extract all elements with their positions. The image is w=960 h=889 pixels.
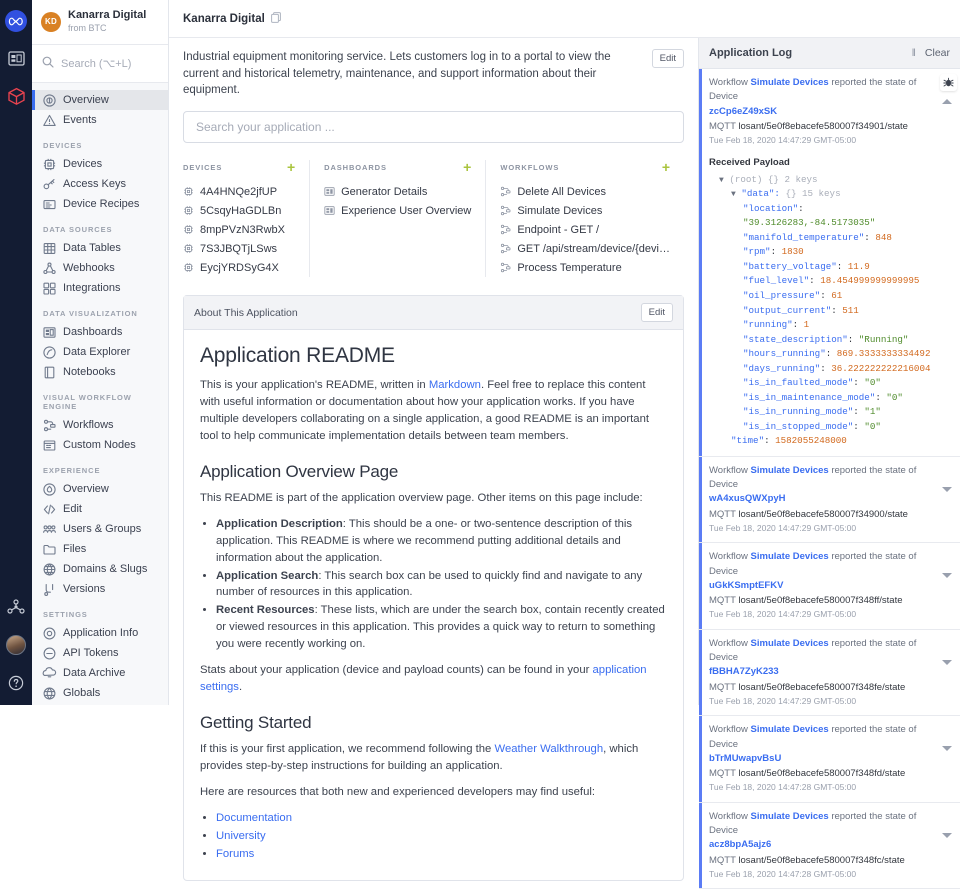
device-icon (183, 224, 194, 235)
log-entry-summary: Workflow Simulate Devices reported the state of Device (709, 77, 917, 103)
resource-column-header (183, 160, 295, 182)
edit-readme-button[interactable]: Edit (641, 303, 673, 322)
bug-icon[interactable] (940, 74, 957, 91)
readme-paragraph-2: This README is part of the application overview page. Other items on this page include: (200, 491, 643, 504)
list-item[interactable] (183, 201, 295, 220)
application-search-placeholder: Search your application ... (196, 120, 335, 135)
user-avatar[interactable] (6, 635, 26, 655)
json-field-row: "hours_running": 869.3333333334492 (743, 348, 931, 360)
list-item-label: Generator Details (341, 185, 428, 198)
json-field-row: "manifold_temperature": 848 (743, 231, 892, 243)
log-entry-summary: Workflow Simulate Devices reported the state of Device (709, 724, 917, 750)
readme-card-header (184, 296, 683, 330)
content-row (169, 38, 960, 879)
sidebar-item-label: Domains & Slugs (63, 563, 148, 576)
device-icon (183, 205, 194, 216)
readme-bullet (216, 516, 667, 567)
log-workflow-link[interactable]: Simulate Devices (750, 464, 829, 476)
payload-title: Received Payload (709, 156, 790, 168)
page-title: Kanarra Digital (183, 12, 265, 25)
help-icon[interactable] (4, 671, 28, 695)
add-devices-button[interactable]: + (286, 159, 296, 176)
log-entry-summary: Workflow Simulate Devices reported the state of Device (709, 810, 917, 837)
readme-bullet-term: Recent Resources (216, 604, 315, 617)
readme-link-forums[interactable]: Forums (216, 847, 255, 860)
search-icon (42, 56, 54, 71)
markdown-link[interactable]: Markdown (428, 379, 481, 392)
sidebar-item-label: Overview (63, 94, 109, 107)
sidebar-section-visual-workflow-engine: VISUAL WORKFLOW ENGINE (43, 393, 132, 412)
resource-column-title: DEVICES (183, 162, 223, 172)
json-field-row: "fuel_level": 18.454999999999995 (743, 275, 920, 287)
readme-paragraph-3 (200, 662, 667, 696)
list-item-label: 8mpPVzN3RwbX (200, 223, 285, 236)
list-item[interactable] (500, 258, 670, 277)
sidebar-item-globals[interactable] (32, 683, 168, 703)
sidebar-item-label: Custom Nodes (63, 439, 136, 452)
archive-icon (43, 667, 56, 680)
log-entry[interactable] (699, 69, 960, 457)
device-icon (183, 186, 194, 197)
readme-p1-a: This is your application's README, written in (200, 379, 429, 392)
sidebar-item-label: Edit (63, 503, 82, 516)
pause-icon[interactable]: ‖ (911, 47, 915, 59)
json-field-row: "oil_pressure": 61 (743, 289, 843, 301)
sidebar-item-label: Overview (63, 483, 109, 496)
application-log-header (699, 38, 960, 69)
sidebar-item-label: Access Keys (63, 178, 126, 191)
sidebar-search-label: Search (⌥+L) (61, 58, 132, 71)
organization-header[interactable] (32, 0, 168, 45)
log-device-link[interactable]: wA4xusQWXpyH (709, 493, 786, 505)
sidebar-section-settings: SETTINGS (43, 610, 88, 620)
json-field-row: "rpm": 1830 (743, 246, 804, 258)
log-topic: MQTT losant/5e0f8ebacefe580007f34901/state (709, 120, 908, 132)
sidebar-item-label: Dashboards (63, 326, 123, 339)
info-gear-icon (43, 627, 56, 640)
losant-logo-icon[interactable] (5, 10, 27, 32)
log-topic: MQTT losant/5e0f8ebacefe580007f34900/state (709, 508, 908, 520)
log-device-link[interactable]: uGkKSmptEFKV (709, 579, 784, 591)
sidebar-item-workflows[interactable] (32, 415, 168, 435)
list-item-label: Experience User Overview (341, 204, 472, 217)
dashboards-rail-icon[interactable] (4, 46, 28, 70)
readme-bullet-list (216, 516, 667, 654)
workflow-icon (500, 186, 511, 197)
application-log-list (699, 69, 960, 889)
resource-column-workflows (485, 160, 684, 277)
log-entry-summary: Workflow Simulate Devices reported the state of Device (709, 551, 917, 577)
list-item-label: Process Temperature (517, 261, 622, 274)
sidebar-item-label: Integrations (63, 282, 121, 295)
json-field-row: "running": 1 (743, 319, 810, 331)
sidebar-item-label: Data Archive (63, 667, 126, 680)
json-field-row: "is_in_running_mode": "1" (743, 406, 881, 418)
table-icon (43, 242, 56, 255)
sidebar-item-data-archive[interactable] (32, 663, 168, 683)
log-topic: MQTT losant/5e0f8ebacefe580007f348fe/state (709, 681, 906, 693)
log-workflow-link[interactable]: Simulate Devices (750, 551, 829, 563)
workflow-icon (500, 262, 511, 273)
list-item-label: Delete All Devices (517, 185, 606, 198)
chevron-up-icon[interactable] (942, 99, 952, 104)
list-item-label: 4A4HNQe2jfUP (200, 185, 278, 198)
folder-icon (43, 543, 56, 556)
organization-avatar: KD (41, 12, 61, 32)
sidebar-item-label: Notebooks (63, 366, 116, 379)
list-item[interactable] (183, 182, 295, 201)
overview-icon (43, 94, 56, 107)
json-root-row[interactable]: ▼ (root) {} 2 keys (719, 173, 818, 185)
log-device-link[interactable]: fBBHA7ZyK233 (709, 666, 779, 678)
resource-column-title: WORKFLOWS (500, 162, 560, 172)
dashboard-icon (324, 186, 335, 197)
code-icon (43, 503, 56, 516)
log-topic: MQTT losant/5e0f8ebacefe580007f348fd/state (709, 768, 906, 780)
sidebar-item-access-keys[interactable] (32, 174, 168, 194)
sidebar-item-label: Workflows (63, 419, 114, 432)
chevron-down-icon[interactable] (942, 660, 952, 665)
list-item-label: 7S3JBQTjLSws (200, 242, 278, 255)
sidebar-item-dashboards[interactable] (32, 322, 168, 342)
log-entry[interactable] (699, 630, 960, 717)
rail-top-group (4, 0, 28, 108)
add-dashboards-button[interactable]: + (463, 159, 472, 176)
organization-name: Kanarra Digital (68, 9, 147, 21)
sidebar-section-devices: DEVICES (43, 141, 83, 151)
device-icon (183, 262, 194, 273)
sidebar-item-data-tables[interactable] (32, 238, 168, 258)
sidebar-section-data-sources: DATA SOURCES (43, 225, 113, 235)
overview-column (169, 38, 698, 860)
resource-column-header (324, 160, 471, 182)
log-entry[interactable] (699, 457, 960, 544)
list-item[interactable] (324, 182, 471, 201)
log-workflow-link[interactable]: Simulate Devices (750, 810, 829, 822)
log-workflow-link[interactable]: Simulate Devices (750, 637, 829, 649)
readme-card-title: About This Application (194, 306, 298, 319)
clear-log-button[interactable]: Clear (924, 47, 950, 59)
log-topic: MQTT losant/5e0f8ebacefe580007f348ff/state (709, 595, 903, 607)
application-search-input[interactable] (183, 111, 684, 143)
sidebar-item-api-tokens[interactable] (32, 643, 168, 663)
application-log-title: Application Log (709, 47, 793, 59)
readme-heading-getting-started: Getting Started (200, 713, 312, 733)
readme-paragraph-5: Here are resources that both new and experienced developers may find useful: (200, 785, 595, 798)
readme-card (183, 295, 684, 881)
list-item-label: 5CsqyHaGDLBn (200, 204, 282, 217)
list-item-label: Simulate Devices (517, 204, 603, 217)
log-timestamp: Tue Feb 18, 2020 14:47:29 GMT-05:00 (709, 695, 857, 706)
readme-bullet-text: : These lists, which are under the search box, contain recently created or viewed resources in this application. This provides a quick way to return to something you were recently working on. (216, 604, 665, 651)
dashboard-icon (324, 205, 335, 216)
log-device-link[interactable]: acz8bpA5ajz6 (709, 839, 772, 851)
users-icon (43, 523, 56, 536)
add-workflows-button[interactable]: + (661, 159, 670, 176)
copy-icon[interactable] (271, 12, 281, 26)
applications-rail-icon[interactable] (4, 84, 28, 108)
readme-bullet-text: : This search box can be used to quickly find and navigate to any number of resources in this application. (216, 569, 643, 599)
sidebar (32, 0, 169, 705)
sidebar-item-users-groups[interactable] (32, 519, 168, 539)
device-icon (183, 243, 194, 254)
log-device-link[interactable]: bTrMUwapvBsU (709, 752, 782, 764)
rail-bottom-group (4, 595, 28, 705)
application-log-panel (698, 38, 960, 879)
sidebar-item-notebooks[interactable] (32, 362, 168, 382)
sidebar-item-label: Users & Groups (63, 523, 142, 536)
chevron-down-icon[interactable] (942, 746, 952, 751)
sidebar-section-experience: EXPERIENCE (43, 466, 101, 476)
sidebar-item-label: Webhooks (63, 262, 115, 275)
list-item[interactable] (183, 239, 295, 258)
sidebar-search-input[interactable] (32, 45, 168, 83)
log-entry[interactable] (699, 716, 960, 803)
json-field-row: "battery_voltage": 11.9 (743, 260, 870, 272)
sidebar-nav (32, 83, 168, 709)
globe-icon (43, 563, 56, 576)
json-field-row: "is_in_faulted_mode": "0" (743, 377, 881, 389)
list-item[interactable] (500, 239, 670, 258)
workflow-icon (500, 205, 511, 216)
list-item-label: Endpoint - GET / (517, 223, 600, 236)
sidebar-item-integrations[interactable] (32, 278, 168, 298)
log-timestamp: Tue Feb 18, 2020 14:47:28 GMT-05:00 (709, 868, 857, 879)
sidebar-item-label: Files (63, 543, 87, 556)
workflows-rail-icon[interactable] (4, 595, 28, 619)
custom-node-icon (43, 439, 56, 452)
readme-heading-1: Application README (200, 344, 395, 368)
weather-walkthrough-link[interactable]: Weather Walkthrough (494, 743, 604, 756)
key-icon (43, 178, 56, 191)
log-entry-summary: Workflow Simulate Devices reported the state of Device (709, 464, 917, 491)
recent-resources (183, 160, 684, 277)
log-workflow-link[interactable]: Simulate Devices (750, 724, 829, 736)
list-item[interactable] (500, 220, 670, 239)
list-item[interactable] (500, 201, 670, 220)
log-timestamp: Tue Feb 18, 2020 14:47:28 GMT-05:00 (709, 782, 857, 793)
global-nav-rail (0, 0, 32, 705)
sidebar-item-files[interactable] (32, 539, 168, 559)
log-workflow-link[interactable]: Simulate Devices (750, 77, 829, 88)
resource-column-header (500, 160, 670, 182)
sidebar-item-custom-nodes[interactable] (32, 435, 168, 455)
readme-body (184, 330, 683, 880)
sidebar-item-label: Data Explorer (63, 346, 131, 359)
readme-p4-b: , which provides step-by-step instructions for building an application. (200, 743, 639, 773)
readme-heading-overview: Application Overview Page (200, 461, 399, 481)
sidebar-item-domains-slugs[interactable] (32, 559, 168, 579)
sidebar-item-overview[interactable] (32, 90, 168, 110)
readme-p3-b: . (238, 681, 243, 694)
sidebar-item-label: API Tokens (63, 647, 119, 660)
sidebar-item-webhooks[interactable] (32, 258, 168, 278)
list-item[interactable] (500, 182, 670, 201)
resource-column-devices (183, 160, 309, 277)
sidebar-item-device-recipes[interactable] (32, 194, 168, 214)
readme-resource-links (216, 810, 667, 863)
recipe-icon (43, 198, 56, 211)
readme-bullet-text: : This should be a one- or two-sentence description of this application. This README is where we recommend putting additional details and information about the application. (216, 517, 633, 564)
list-item-label: GET /api/stream/device/{devi… (517, 242, 670, 255)
application-settings-link[interactable]: application settings (200, 664, 647, 694)
json-field-row: "output_current": 511 (743, 304, 859, 316)
main-area (169, 0, 960, 879)
chevron-down-icon[interactable] (942, 833, 952, 838)
sidebar-item-versions[interactable] (32, 579, 168, 599)
organization-subtitle: from BTC (68, 22, 107, 33)
json-data-row[interactable]: ▼ "data": {} 15 keys (731, 188, 841, 200)
log-topic: MQTT losant/5e0f8ebacefe580007f348fc/state (709, 854, 905, 866)
sidebar-item-label: Versions (63, 583, 106, 596)
readme-link-item (216, 846, 667, 863)
dashboard-icon (43, 326, 56, 339)
readme-link-university[interactable]: University (216, 829, 266, 842)
application-description: Industrial equipment monitoring service. Lets customers log in to a portal to view the current and historical telemetry, maintenance, and support information about their equipment. (183, 51, 611, 97)
json-field-row: "location": "39.3126283,-84.5173035" (743, 202, 876, 229)
sidebar-item-application-info[interactable] (32, 623, 168, 643)
sidebar-item-data-explorer[interactable] (32, 342, 168, 362)
sidebar-item-events[interactable] (32, 110, 168, 130)
list-item[interactable] (324, 201, 471, 220)
log-entry[interactable] (699, 803, 960, 889)
token-icon (43, 647, 56, 660)
sidebar-item-edit[interactable] (32, 499, 168, 519)
list-item[interactable] (183, 220, 295, 239)
readme-bullet (216, 602, 667, 653)
sidebar-item-label: Devices (63, 158, 103, 171)
chevron-down-icon[interactable] (942, 573, 952, 578)
json-field-row: "is_in_maintenance_mode": "0" (743, 391, 903, 403)
explorer-icon (43, 346, 56, 359)
webhook-icon (43, 262, 56, 275)
log-device-link[interactable]: zcCp6eZ49xSK (709, 105, 778, 117)
readme-link-item (216, 810, 667, 827)
json-field-row: "state_description": "Running" (743, 333, 909, 345)
sidebar-item-overview[interactable] (32, 479, 168, 499)
json-time-row: "time": 1582055248000 (731, 435, 847, 447)
list-item[interactable] (183, 258, 295, 277)
readme-bullet (216, 568, 667, 602)
breadcrumb-bar (169, 0, 960, 38)
notebook-icon (43, 366, 56, 379)
globals-icon (43, 687, 56, 700)
readme-link-documentation[interactable]: Documentation (216, 811, 292, 824)
readme-paragraph-1 (200, 377, 667, 445)
experience-overview-icon (43, 483, 56, 496)
log-timestamp: Tue Feb 18, 2020 14:47:29 GMT-05:00 (709, 522, 857, 533)
readme-p1-b: . Feel free to replace this content with useful information or documentation about how your application works. If you have multiple developers collaborating on a single application, a good README is an important tool to help communicate implementation details between team members. (200, 379, 649, 442)
sidebar-item-label: Globals (63, 687, 101, 700)
readme-link-item (216, 828, 667, 845)
payload-json (709, 173, 936, 449)
events-icon (43, 114, 56, 127)
sidebar-item-devices[interactable] (32, 154, 168, 174)
branch-icon (43, 583, 56, 596)
log-timestamp: Tue Feb 18, 2020 14:47:29 GMT-05:00 (709, 134, 857, 145)
integrations-icon (43, 282, 56, 295)
readme-p4-a: If this is your first application, we recommend following the (200, 743, 495, 756)
sidebar-item-label: Application Info (63, 627, 139, 640)
readme-bullet-term: Application Description (216, 517, 343, 530)
resource-column-dashboards (309, 160, 485, 277)
sidebar-section-data-visualization: DATA VISUALIZATION (43, 309, 138, 319)
application-description-row (183, 49, 684, 99)
sidebar-item-label: Events (63, 114, 97, 127)
readme-bullet-term: Application Search (216, 569, 319, 582)
log-entry[interactable] (699, 543, 960, 630)
sidebar-item-label: Device Recipes (63, 198, 140, 211)
edit-description-button[interactable]: Edit (652, 49, 684, 68)
log-entry-summary: Workflow Simulate Devices reported the state of Device (709, 637, 917, 664)
chevron-down-icon[interactable] (942, 487, 952, 492)
resource-column-title: DASHBOARDS (324, 162, 387, 172)
readme-p3-a: Stats about your application (device and payload counts) can be found in your (200, 664, 593, 677)
readme-paragraph-4 (200, 741, 667, 775)
sidebar-item-label: Data Tables (63, 242, 121, 255)
workflow-icon (43, 419, 56, 432)
device-icon (43, 158, 56, 171)
list-item-label: EycjYRDSyG4X (200, 261, 279, 274)
log-timestamp: Tue Feb 18, 2020 14:47:29 GMT-05:00 (709, 609, 857, 620)
workflow-icon (500, 224, 511, 235)
workflow-icon (500, 243, 511, 254)
json-field-row: "days_running": 36.222222222216004 (743, 362, 931, 374)
json-field-row: "is_in_stopped_mode": "0" (743, 420, 881, 432)
